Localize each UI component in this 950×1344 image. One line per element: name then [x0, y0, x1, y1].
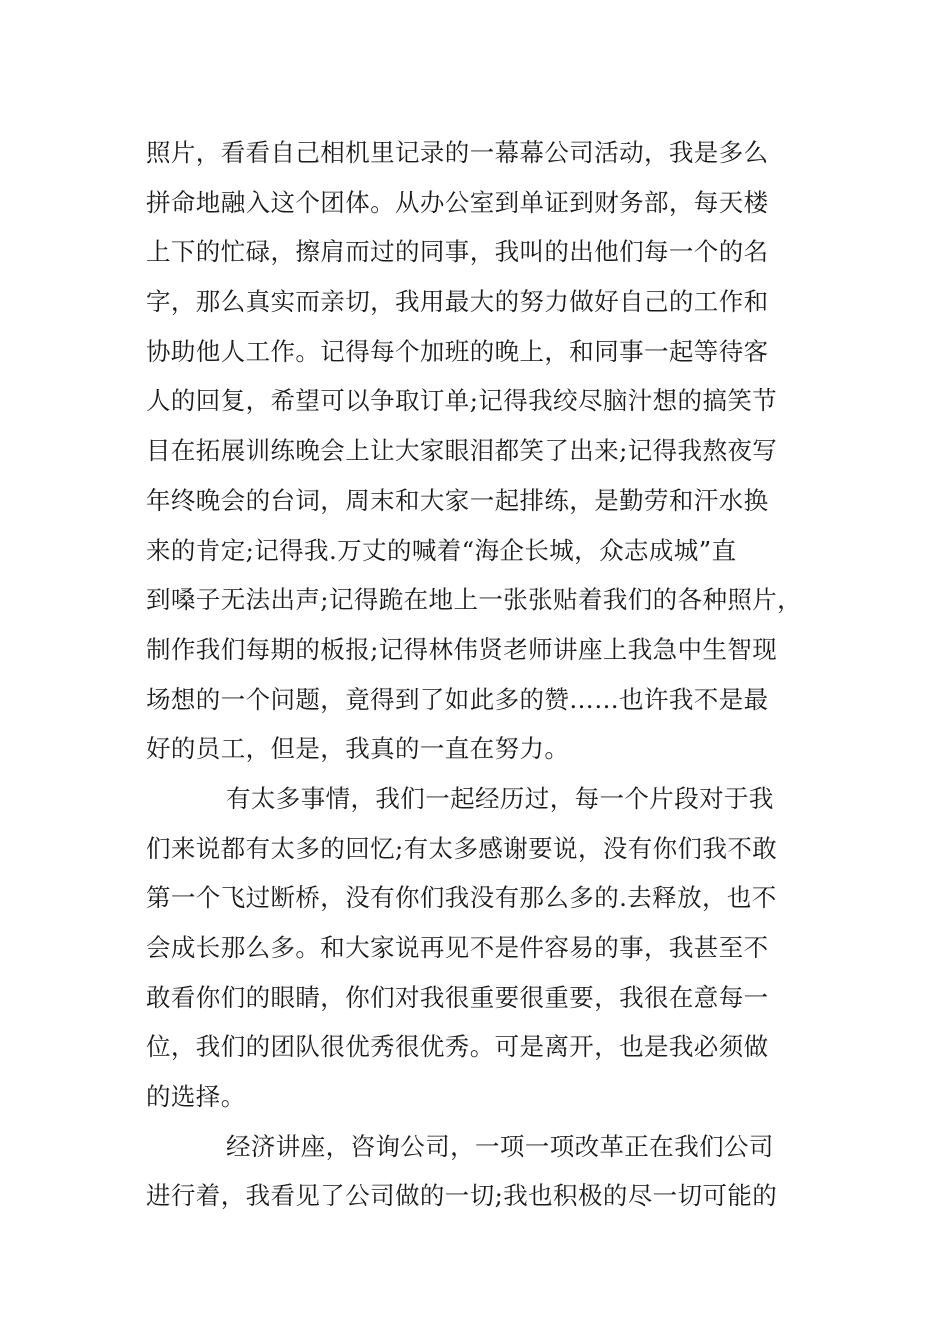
text-line: 们来说都有太多的回忆;有太多感谢要说，没有你们我不敢: [146, 833, 778, 863]
text-line: 会成长那么多。和大家说再见不是件容易的事，我甚至不: [146, 933, 769, 962]
text-line: 的选择。: [146, 1082, 246, 1112]
text-line: 敢看你们的眼睛，你们对我很重要很重要，我很在意每一: [146, 982, 769, 1012]
text-line: 进行着，我看见了公司做的一切;我也积极的尽一切可能的: [146, 1181, 778, 1211]
text-line: 目在拓展训练晚会上让大家眼泪都笑了出来;记得我熬夜写: [146, 436, 778, 466]
text-line: 上下的忙碌，擦肩而过的同事，我叫的出他们每一个的名: [146, 237, 769, 267]
text-line: 第一个飞过断桥，没有你们我没有那么多的.去释放，也不: [146, 883, 777, 913]
text-line: 协助他人工作。记得每个加班的晚上，和同事一起等待客: [146, 336, 769, 366]
text-line: 位，我们的团队很优秀很优秀。可是离开，也是我必须做: [146, 1032, 769, 1062]
text-line: 场想的一个问题，竟得到了如此多的赞……也许我不是最: [146, 684, 769, 714]
text-line: 拼命地融入这个团体。从办公室到单证到财务部，每天楼: [146, 187, 769, 217]
text-line: 字，那么真实而亲切，我用最大的努力做好自己的工作和: [146, 287, 769, 317]
paragraph-start-line: 经济讲座，咨询公司，一项一项改革正在我们公司: [226, 1131, 774, 1161]
text-line: 人的回复，希望可以争取订单;记得我绞尽脑汁想的搞笑节: [146, 386, 778, 416]
text-line: 到嗓子无法出声;记得跪在地上一张张贴着我们的各种照片，: [146, 585, 803, 615]
text-line: 好的员工，但是，我真的一直在努力。: [146, 734, 570, 764]
text-line: 照片，看看自己相机里记录的一幕幕公司活动，我是多么: [146, 138, 769, 167]
text-line: 年终晚会的台词，周末和大家一起排练，是勤劳和汗水换: [146, 485, 769, 515]
paragraph-start-line: 有太多事情，我们一起经历过，每一个片段对于我: [226, 783, 774, 813]
body-text: [146, 128, 814, 1221]
text-line: 制作我们每期的板报;记得林伟贤老师讲座上我急中生智现: [146, 634, 778, 664]
text-line: 来的肯定;记得我.万丈的喊着“海企长城，众志成城”直: [146, 535, 737, 565]
